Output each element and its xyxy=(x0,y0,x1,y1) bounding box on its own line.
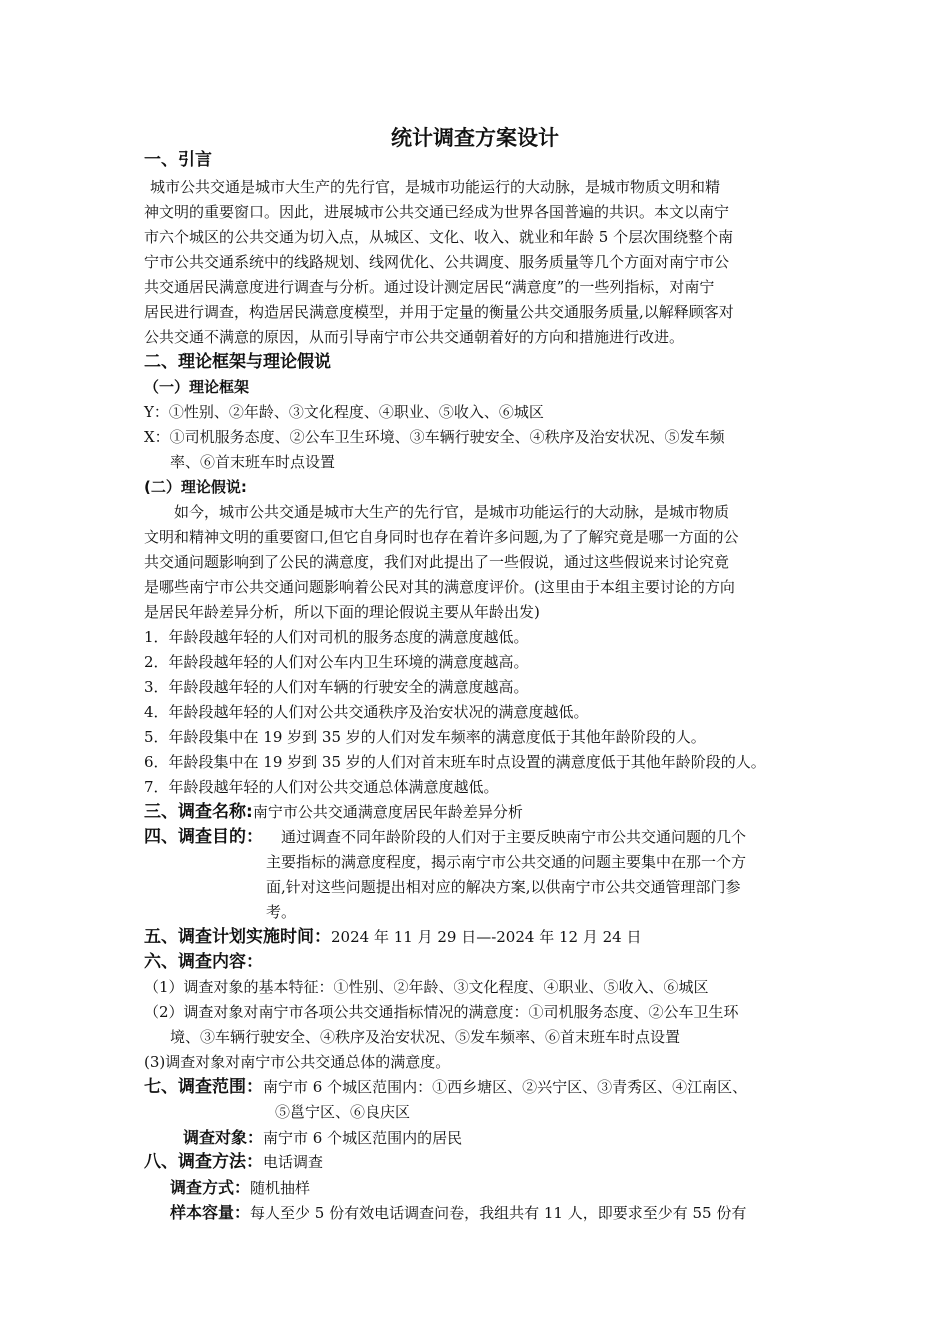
sample-size-label: 样本容量： xyxy=(170,1203,251,1222)
hypothesis-item: 5．年龄段集中在 19 岁到 35 岁的人们对发车频率的满意度低于其他年龄阶段的人。 xyxy=(144,728,706,746)
section-heading-intro: 一、引言 xyxy=(144,150,212,170)
x-variables-line-continued: 率、⑥首末班车时点设置 xyxy=(170,453,336,471)
paragraph-line: 如今，城市公共交通是城市大生产的先行官，是城市功能运行的大动脉，是城市物质 xyxy=(174,503,730,521)
survey-purpose-line: 通过调查不同年龄阶段的人们对于主要反映南宁市公共交通问题的几个 xyxy=(281,828,747,846)
survey-method-value: 电话调查 xyxy=(263,1153,324,1171)
survey-content-item-2-continued: 境、③车辆行驶安全、④秩序及治安状况、⑤发车频率、⑥首末班车时点设置 xyxy=(170,1028,681,1046)
survey-way-row xyxy=(170,1175,820,1201)
paragraph-line: 是居民年龄差异分析，所以下面的理论假说主要从年龄出发) xyxy=(144,603,540,621)
survey-scope-row xyxy=(144,1075,824,1100)
survey-name-value: 南宁市公共交通满意度居民年龄差异分析 xyxy=(252,803,523,821)
survey-time-value: 2024 年 11 月 29 日—-2024 年 12 月 24 日 xyxy=(331,928,642,946)
survey-object-value: 南宁市 6 个城区范围内的居民 xyxy=(263,1129,463,1147)
survey-name-row xyxy=(144,800,824,825)
paragraph-line: 文明和精神文明的重要窗口,但它自身同时也存在着许多问题,为了了解究竟是哪一方面的公 xyxy=(144,528,739,546)
paragraph-line: 共交通问题影响到了公民的满意度，我们对此提出了一些假说，通过这些假说来讨论究竟 xyxy=(144,553,730,571)
survey-time-label: 五、调查计划实施时间： xyxy=(144,927,331,947)
survey-scope-label: 七、调查范围： xyxy=(144,1077,263,1097)
survey-name-label: 三、调查名称: xyxy=(144,802,253,822)
survey-object-row xyxy=(183,1125,823,1151)
paragraph-line: 共交通居民满意度进行调查与分析。通过设计测定居民“满意度”的一些列指标，对南宁 xyxy=(144,278,715,296)
paragraph-line: 公共交通不满意的原因，从而引导南宁市公共交通朝着好的方向和措施进行改进。 xyxy=(144,328,685,346)
y-variables-line: Y：①性别、②年龄、③文化程度、④职业、⑤收入、⑥城区 xyxy=(144,403,544,421)
document-title: 统计调查方案设计 xyxy=(391,126,559,150)
survey-purpose-line: 考。 xyxy=(266,903,297,921)
sample-size-row xyxy=(170,1200,820,1226)
survey-purpose-line: 面,针对这些问题提出相对应的解决方案,以供南宁市公共交通管理部门参 xyxy=(266,878,741,896)
survey-content-label: 六、调查内容： xyxy=(144,952,263,972)
survey-content-item-3: (3)调查对象对南宁市公共交通总体的满意度。 xyxy=(144,1053,451,1071)
paragraph-line: 神文明的重要窗口。因此，进展城市公共交通已经成为世界各国普遍的共识。本文以南宁 xyxy=(144,203,730,221)
hypothesis-item: 7．年龄段越年轻的人们对公共交通总体满意度越低。 xyxy=(144,778,499,796)
hypothesis-item: 2．年龄段越年轻的人们对公车内卫生环境的满意度越高。 xyxy=(144,653,529,671)
sample-size-value: 每人至少 5 份有效电话调查问卷，我组共有 11 人，即要求至少有 55 份有 xyxy=(250,1204,747,1222)
x-variables-line: X：①司机服务态度、②公车卫生环境、③车辆行驶安全、④秩序及治安状况、⑤发车频 xyxy=(144,428,725,446)
paragraph-line: 是哪些南宁市公共交通问题影响着公民对其的满意度评价。(这里由于本组主要讨论的方向 xyxy=(144,578,735,596)
hypothesis-item: 6．年龄段集中在 19 岁到 35 岁的人们对首末班车时点设置的满意度低于其他年龄阶段的人。 xyxy=(144,753,766,771)
survey-time-row xyxy=(144,925,824,950)
paragraph-line: 市六个城区的公共交通为切入点，从城区、文化、收入、就业和年龄 5 个层次围绕整个南 xyxy=(144,228,734,246)
survey-way-label: 调查方式： xyxy=(170,1178,251,1197)
hypothesis-item: 4．年龄段越年轻的人们对公共交通秩序及治安状况的满意度越低。 xyxy=(144,703,589,721)
subsection-heading-framework: （一）理论框架 xyxy=(144,378,250,396)
paragraph-line: 居民进行调查，构造居民满意度模型，并用于定量的衡量公共交通服务质量,以解释顾客对 xyxy=(144,303,734,321)
section-heading-theory: 二、理论框架与理论假说 xyxy=(144,352,331,372)
hypothesis-item: 1．年龄段越年轻的人们对司机的服务态度的满意度越低。 xyxy=(144,628,529,646)
survey-purpose-label: 四、调查目的： xyxy=(144,827,263,847)
survey-scope-value-continued: ⑤邕宁区、⑥良庆区 xyxy=(275,1103,411,1121)
survey-content-item-2: （2）调查对象对南宁市各项公共交通指标情况的满意度：①司机服务态度、②公车卫生环 xyxy=(144,1003,739,1021)
survey-scope-value: 南宁市 6 个城区范围内：①西乡塘区、②兴宁区、③青秀区、④江南区、 xyxy=(263,1078,748,1096)
paragraph-line: 城市公共交通是城市大生产的先行官，是城市功能运行的大动脉，是城市物质文明和精 xyxy=(150,178,721,196)
survey-method-label: 八、调查方法： xyxy=(144,1152,263,1172)
paragraph-line: 宁市公共交通系统中的线路规划、线网优化、公共调度、服务质量等几个方面对南宁市公 xyxy=(144,253,730,271)
survey-content-item-1: （1）调查对象的基本特征：①性别、②年龄、③文化程度、④职业、⑤收入、⑥城区 xyxy=(144,978,709,996)
survey-purpose-line: 主要指标的满意度程度，揭示南宁市公共交通的问题主要集中在那一个方 xyxy=(266,853,747,871)
hypothesis-item: 3．年龄段越年轻的人们对车辆的行驶安全的满意度越高。 xyxy=(144,678,529,696)
survey-object-label: 调查对象： xyxy=(183,1128,264,1147)
survey-way-value: 随机抽样 xyxy=(250,1179,311,1197)
survey-method-row xyxy=(144,1150,824,1175)
subsection-heading-hypothesis: (二）理论假说: xyxy=(144,478,247,496)
